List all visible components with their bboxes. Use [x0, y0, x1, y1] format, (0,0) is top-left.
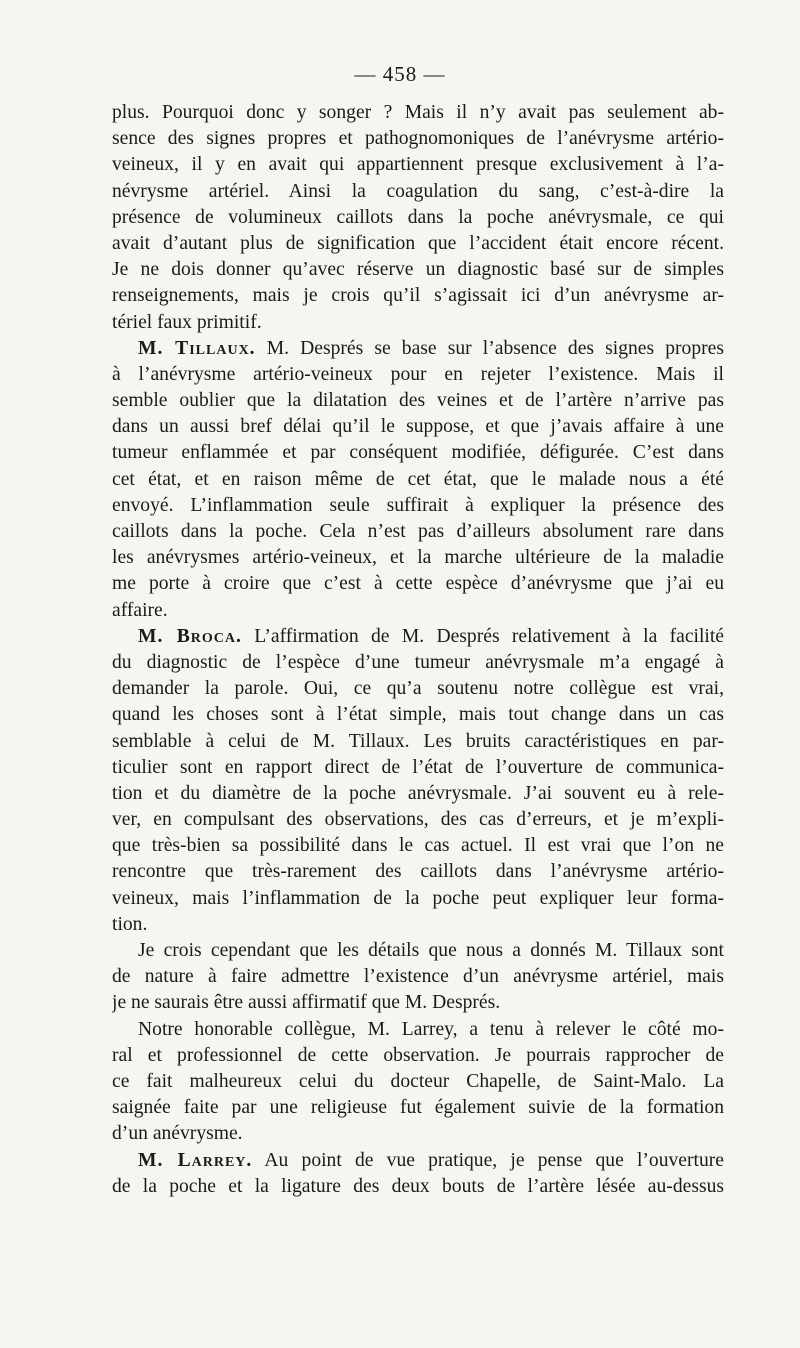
speaker-name: M. Tillaux. [138, 337, 256, 359]
text-line [112, 1017, 724, 1043]
line-text: tumeur enflammée et par conséquent modifiée, défigurée. C’est dans [112, 442, 724, 464]
text-line [112, 310, 724, 336]
text-line [112, 624, 724, 650]
text-line [112, 467, 724, 493]
text-line [112, 1148, 724, 1174]
speaker-name: M. Broca. [138, 625, 242, 647]
line-text: tion et du diamètre de la poche anévrysmale. J’ai souvent eu à rele- [112, 782, 724, 804]
line-text: avait d’autant plus de signification que l’accident était encore récent. [112, 232, 724, 254]
line-text: névrysme artériel. Ainsi la coagulation du sang, c’est-à-dire la [112, 180, 724, 202]
text-line [112, 912, 724, 938]
line-text: dans un aussi bref délai qu’il le suppose, et que j’avais affaire à une [112, 416, 724, 438]
line-text: sence des signes propres et pathognomoniques de l’anévrysme artério- [112, 128, 724, 150]
text-line [112, 938, 724, 964]
line-text: M. Després se base sur l’absence des signes propres [255, 337, 724, 359]
line-text: semble oublier que la dilatation des veines et de l’artère n’arrive pas [112, 390, 724, 412]
line-text: demander la parole. Oui, ce qu’a soutenu notre collègue est vrai, [112, 678, 724, 700]
text-line [112, 702, 724, 728]
text-line [112, 650, 724, 676]
text-line [112, 571, 724, 597]
line-text: Notre honorable collègue, M. Larrey, a tenu à relever le côté mo- [138, 1018, 724, 1040]
text-line [112, 231, 724, 257]
text-line [112, 1121, 724, 1147]
line-text: je ne saurais être aussi affirmatif que M. Després. [112, 992, 501, 1014]
body-text [112, 100, 724, 1200]
speaker-name: M. Larrey. [138, 1149, 253, 1171]
text-line [112, 729, 724, 755]
line-text: me porte à croire que c’est à cette espèce d’anévrysme que j’ai eu [112, 573, 724, 595]
text-line [112, 257, 724, 283]
text-line [112, 1069, 724, 1095]
line-text: renseignements, mais je crois qu’il s’agissait ici d’un anévrysme ar- [112, 285, 724, 307]
line-text: semblable à celui de M. Tillaux. Les bruits caractéristiques en par- [112, 730, 724, 752]
line-text: plus. Pourquoi donc y songer ? Mais il n’y avait pas seulement ab- [112, 102, 724, 123]
line-text: Je crois cependant que les détails que nous a donnés M. Tillaux sont [138, 940, 724, 961]
line-text: tion. [112, 913, 148, 935]
line-text: Au point de vue pratique, je pense que l’ouverture [252, 1149, 724, 1171]
text-line [112, 990, 724, 1016]
text-line [112, 336, 724, 362]
line-text: veineux, mais l’inflammation de la poche peut expliquer leur forma- [112, 887, 724, 909]
line-text: rencontre que très-rarement des caillots dans l’anévrysme artério- [112, 861, 724, 883]
text-line [112, 964, 724, 990]
text-line [112, 598, 724, 624]
line-text: L’affirmation de M. Després relativement à la facilité [241, 625, 724, 647]
text-line [112, 440, 724, 466]
text-line [112, 100, 724, 126]
text-line [112, 1095, 724, 1121]
text-line [112, 859, 724, 885]
line-text: du diagnostic de l’espèce d’une tumeur anévrysmale m’a engagé à [112, 651, 724, 673]
text-line [112, 833, 724, 859]
text-line [112, 676, 724, 702]
line-text: de nature à faire admettre l’existence d’un anévrysme artériel, mais [112, 966, 724, 988]
line-text: ce fait malheureux celui du docteur Chapelle, de Saint-Malo. La [112, 1070, 724, 1092]
text-line [112, 126, 724, 152]
text-line [112, 886, 724, 912]
line-text: de la poche et la ligature des deux bouts de l’artère lésée au-dessus [112, 1175, 724, 1197]
text-line [112, 152, 724, 178]
page-number: — 458 — [354, 62, 446, 86]
text-line [112, 1043, 724, 1069]
line-text: tériel faux primitif. [112, 311, 262, 333]
line-text: les anévrysmes artério-veineux, et la marche ultérieure de la maladie [112, 547, 724, 569]
line-text: ral et professionnel de cette observation. Je pourrais rapprocher de [112, 1044, 724, 1066]
line-text: envoyé. L’inflammation seule suffirait à expliquer la présence des [112, 494, 724, 516]
text-line [112, 781, 724, 807]
text-line [112, 179, 724, 205]
text-line [112, 493, 724, 519]
line-text: ticulier sont en rapport direct de l’état de l’ouverture de communica- [112, 756, 724, 778]
text-line [112, 362, 724, 388]
line-text: cet état, et en raison même de cet état, que le malade nous a été [112, 468, 724, 490]
line-text: ver, en compulsant des observations, des cas d’erreurs, et je m’expli- [112, 809, 724, 831]
text-line [112, 283, 724, 309]
line-text: Je ne dois donner qu’avec réserve un diagnostic basé sur de simples [112, 259, 724, 281]
text-line [112, 807, 724, 833]
line-text: d’un anévrysme. [112, 1123, 243, 1145]
text-line [112, 519, 724, 545]
line-text: caillots dans la poche. Cela n’est pas d’ailleurs absolument rare dans [112, 521, 724, 542]
text-line [112, 205, 724, 231]
line-text: quand les choses sont à l’état simple, mais tout change dans un cas [112, 704, 724, 726]
line-text: à l’anévrysme artério-veineux pour en rejeter l’existence. Mais il [112, 363, 724, 385]
line-text: que très-bien sa possibilité dans le cas actuel. Il est vrai que l’on ne [112, 835, 724, 857]
text-line [112, 755, 724, 781]
line-text: veineux, il y en avait qui appartiennent presque exclusivement à l’a- [112, 154, 724, 176]
line-text: affaire. [112, 599, 168, 621]
text-line [112, 545, 724, 571]
line-text: présence de volumineux caillots dans la poche anévrysmale, ce qui [112, 206, 724, 228]
text-line [112, 1174, 724, 1200]
text-line [112, 388, 724, 414]
line-text: saignée faite par une religieuse fut également suivie de la formation [112, 1097, 724, 1119]
text-line [112, 414, 724, 440]
